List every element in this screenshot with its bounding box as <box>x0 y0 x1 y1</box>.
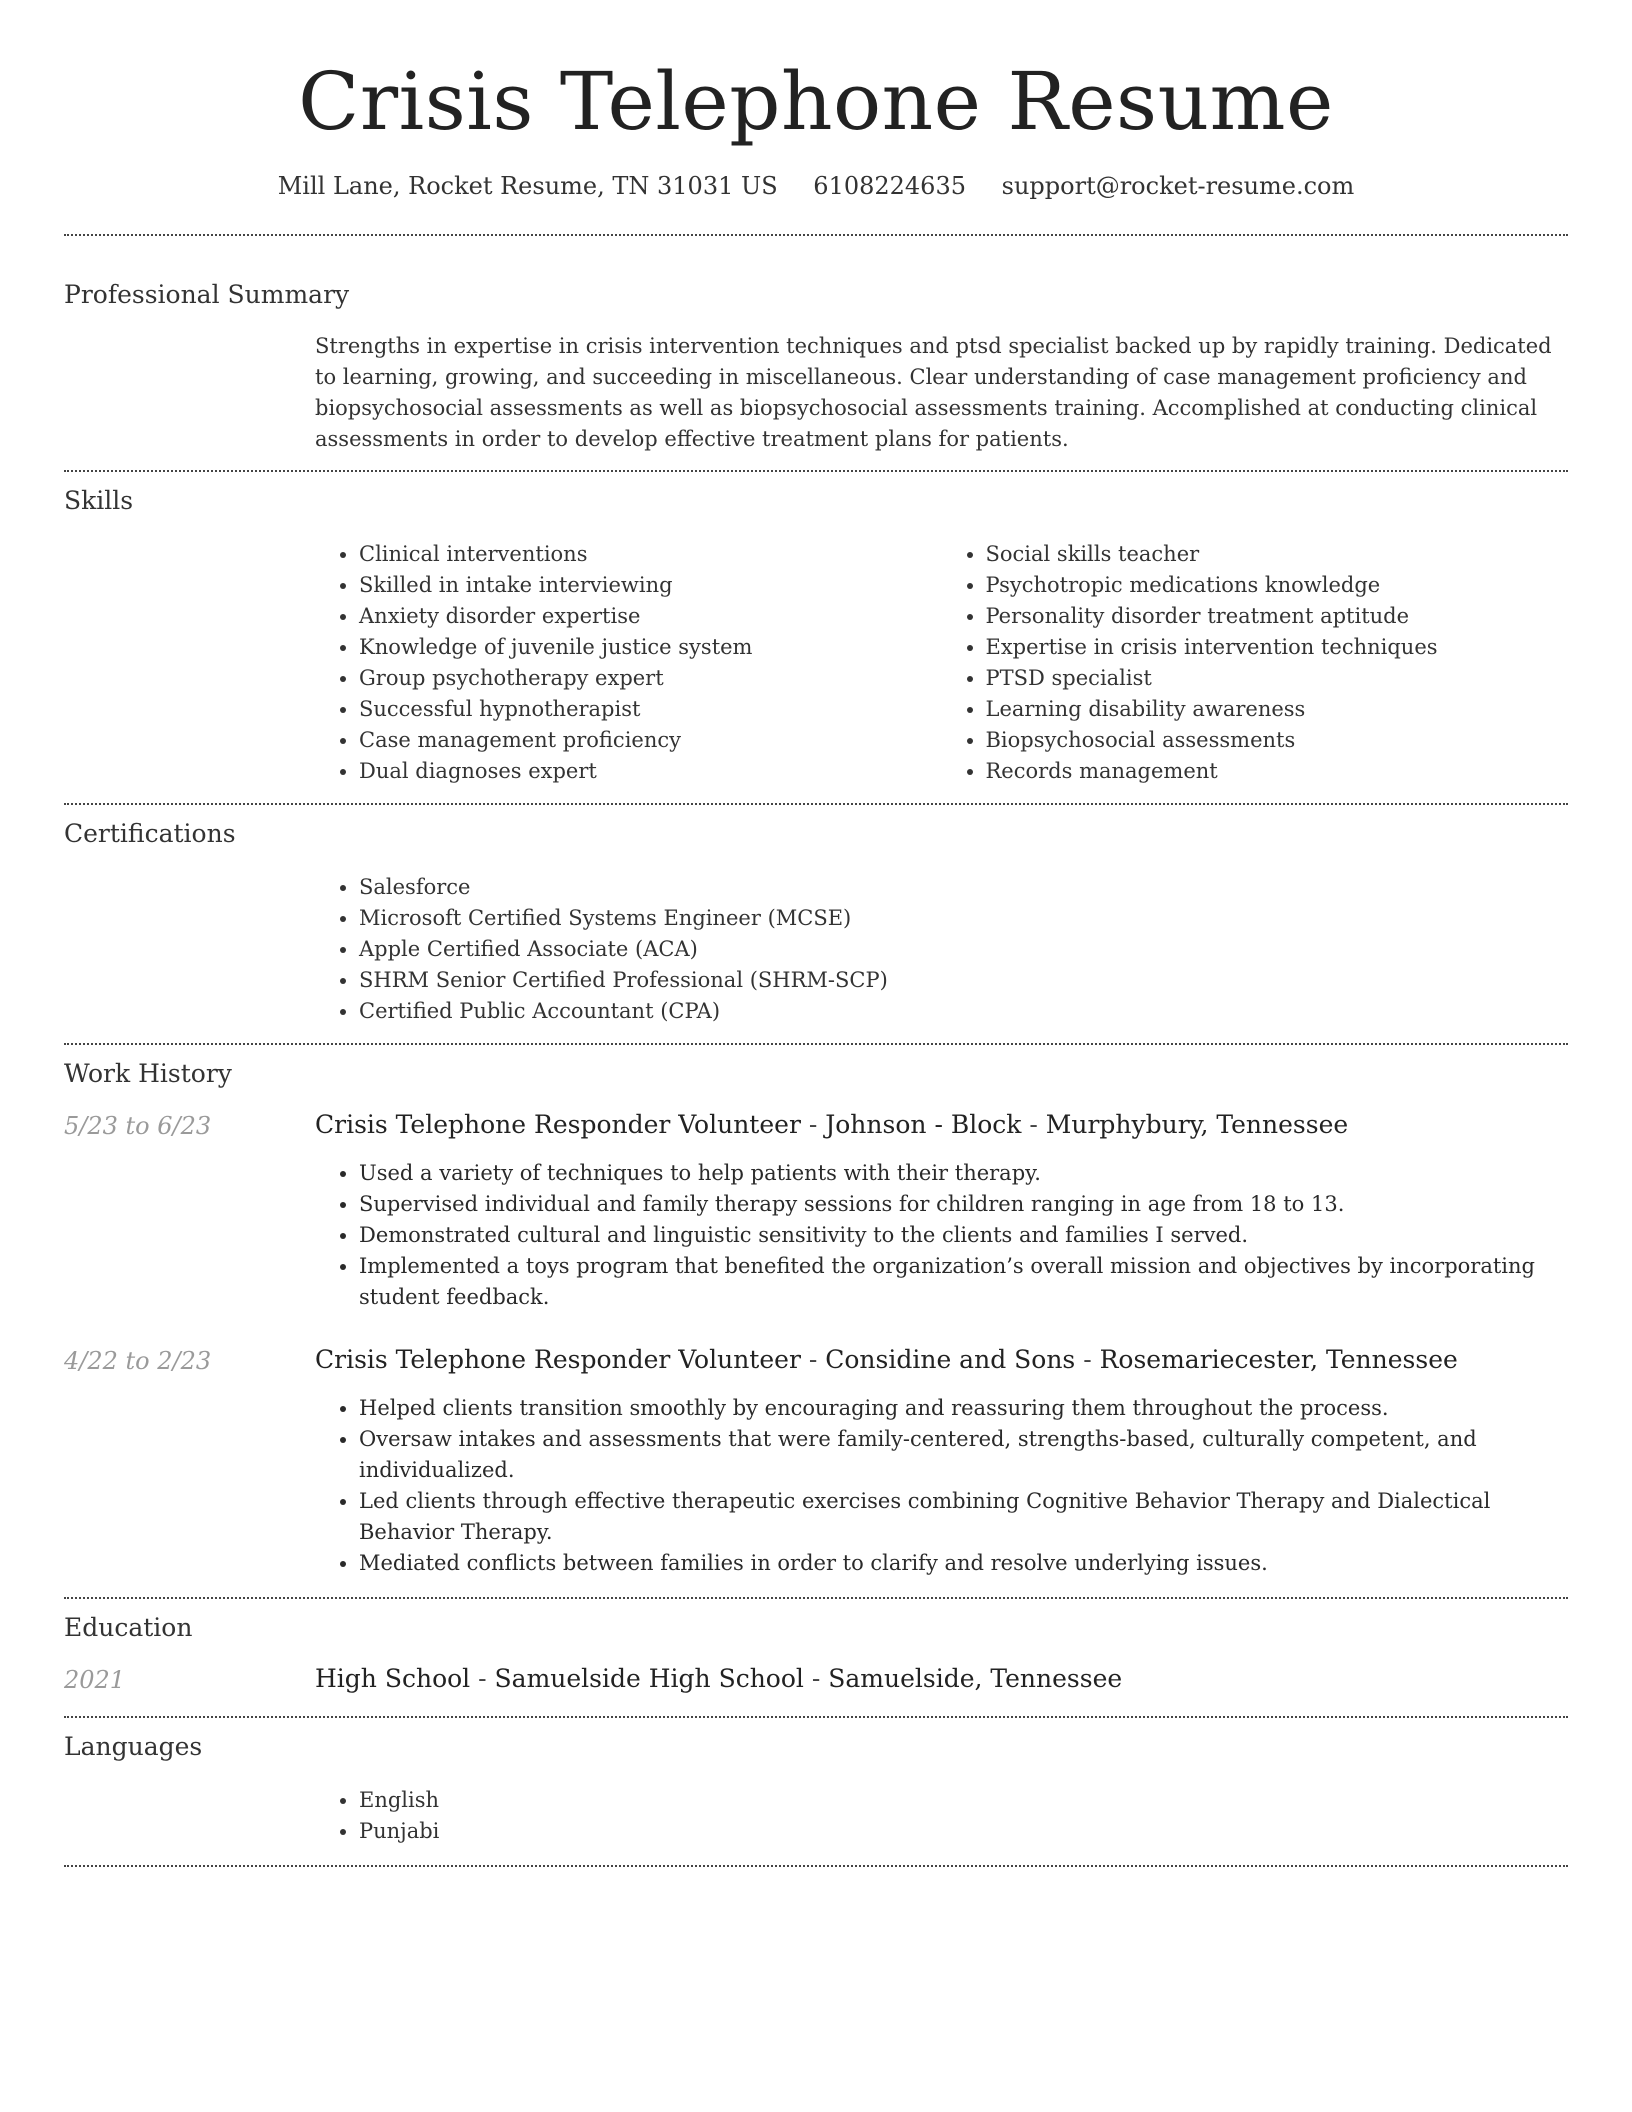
separator: - <box>1021 1110 1046 1139</box>
section-certifications <box>64 805 1568 1027</box>
list-item: • Skilled in intake interviewing <box>359 570 942 601</box>
job-location: Murphybury, Tennessee <box>1045 1110 1349 1139</box>
separator: - <box>800 1110 826 1139</box>
education-heading <box>315 1664 1568 1694</box>
section-title-education: Education <box>64 1613 193 1642</box>
list-item: • Led clients through effective therapeutic exercises combining Cognitive Behavior Therapy and Dialectical Behavior Therapy. <box>359 1486 1568 1548</box>
contact-address: Mill Lane, Rocket Resume, TN 31031 US <box>277 172 778 200</box>
list-item: • Group psychotherapy expert <box>359 663 942 694</box>
resume-page <box>64 0 1568 1867</box>
list-item: • English <box>359 1785 1568 1816</box>
list-item: • Biopsychosocial assessments <box>986 725 1569 756</box>
education-location: Samuelside, Tennessee <box>828 1664 1123 1693</box>
list-item: • Punjabi <box>359 1816 1568 1847</box>
section-languages <box>64 1718 1568 1847</box>
job-dates: 5/23 to 6/23 <box>64 1112 212 1140</box>
education-degree: High School <box>315 1664 471 1693</box>
job-role: Crisis Telephone Responder Volunteer <box>315 1110 801 1139</box>
list-item: • Mediated conflicts between families in order to clarify and resolve underlying issues. <box>359 1548 1568 1579</box>
contact-line <box>64 172 1568 200</box>
job-bullets <box>315 1158 1568 1313</box>
list-item: • Certified Public Accountant (CPA) <box>359 996 1568 1027</box>
summary-text: Strengths in expertise in crisis intervention techniques and ptsd specialist backed up by rapidly training. Dedicated to learning, growing, and succeeding in miscellaneous. Clear understanding of case management proficiency and biopsychosocial assessments as well as biopsychosocial assessments training. Accomplished at conducting clinical assessments in order to develop effective treatment plans for patients. <box>315 334 1552 451</box>
separator: - <box>1075 1345 1100 1374</box>
section-summary <box>64 236 1568 455</box>
list-item: • Salesforce <box>359 872 1568 903</box>
divider <box>64 1865 1568 1867</box>
list-item: • Helped clients transition smoothly by encouraging and reassuring them throughout the process. <box>359 1393 1568 1424</box>
separator: - <box>803 1664 829 1693</box>
list-item: • Records management <box>986 756 1569 787</box>
job-entry <box>64 1110 1568 1313</box>
section-skills <box>64 472 1568 787</box>
list-item: • Case management proficiency <box>359 725 942 756</box>
list-item: • PTSD specialist <box>986 663 1569 694</box>
list-item: • Implemented a toys program that benefited the organization’s overall mission and objectives by incorporating student feedback. <box>359 1251 1568 1313</box>
section-title-languages: Languages <box>64 1732 203 1761</box>
list-item: • SHRM Senior Certified Professional (SHRM-SCP) <box>359 965 1568 996</box>
list-item: • Used a variety of techniques to help patients with their therapy. <box>359 1158 1568 1189</box>
job-company: Considine and Sons <box>825 1345 1076 1374</box>
list-item: • Dual diagnoses expert <box>359 756 942 787</box>
skills-list-left <box>315 539 942 787</box>
education-year: 2021 <box>64 1666 126 1694</box>
list-item: • Successful hypnotherapist <box>359 694 942 725</box>
contact-email: support@rocket-resume.com <box>1001 172 1355 200</box>
separator: - <box>800 1345 826 1374</box>
list-item: • Knowledge of juvenile justice system <box>359 632 942 663</box>
job-company: Johnson - Block <box>825 1110 1022 1139</box>
list-item: • Expertise in crisis intervention techniques <box>986 632 1569 663</box>
contact-phone: 6108224635 <box>813 172 966 200</box>
job-heading <box>315 1110 1568 1140</box>
list-item: • Personality disorder treatment aptitude <box>986 601 1569 632</box>
list-item: • Anxiety disorder expertise <box>359 601 942 632</box>
section-education <box>64 1599 1568 1694</box>
list-item: • Learning disability awareness <box>986 694 1569 725</box>
resume-title: Crisis Telephone Resume <box>298 55 1334 148</box>
list-item: • Oversaw intakes and assessments that were family-centered, strengths-based, culturally competent, and individualized. <box>359 1424 1568 1486</box>
certifications-list <box>315 872 1568 1027</box>
section-title-skills: Skills <box>64 486 134 515</box>
list-item: • Apple Certified Associate (ACA) <box>359 934 1568 965</box>
job-heading <box>315 1345 1568 1375</box>
skills-list-right <box>942 539 1569 787</box>
languages-list <box>315 1785 1568 1847</box>
list-item: • Social skills teacher <box>986 539 1569 570</box>
section-title-certifications: Certifications <box>64 819 236 848</box>
job-dates: 4/22 to 2/23 <box>64 1347 212 1375</box>
list-item: • Supervised individual and family therapy sessions for children ranging in age from 18 to 13. <box>359 1189 1568 1220</box>
list-item: • Demonstrated cultural and linguistic sensitivity to the clients and families I served. <box>359 1220 1568 1251</box>
education-school: Samuelside High School <box>494 1664 804 1693</box>
job-bullets <box>315 1393 1568 1579</box>
section-title-summary: Professional Summary <box>64 280 350 309</box>
section-work-history <box>64 1045 1568 1579</box>
job-location: Rosemariecester, Tennessee <box>1099 1345 1458 1374</box>
job-role: Crisis Telephone Responder Volunteer <box>315 1345 801 1374</box>
separator: - <box>470 1664 495 1693</box>
job-entry <box>64 1345 1568 1579</box>
section-title-work-history: Work History <box>64 1059 232 1088</box>
list-item: • Psychotropic medications knowledge <box>986 570 1569 601</box>
education-entry <box>64 1664 1568 1694</box>
list-item: • Clinical interventions <box>359 539 942 570</box>
list-item: • Microsoft Certified Systems Engineer (MCSE) <box>359 903 1568 934</box>
